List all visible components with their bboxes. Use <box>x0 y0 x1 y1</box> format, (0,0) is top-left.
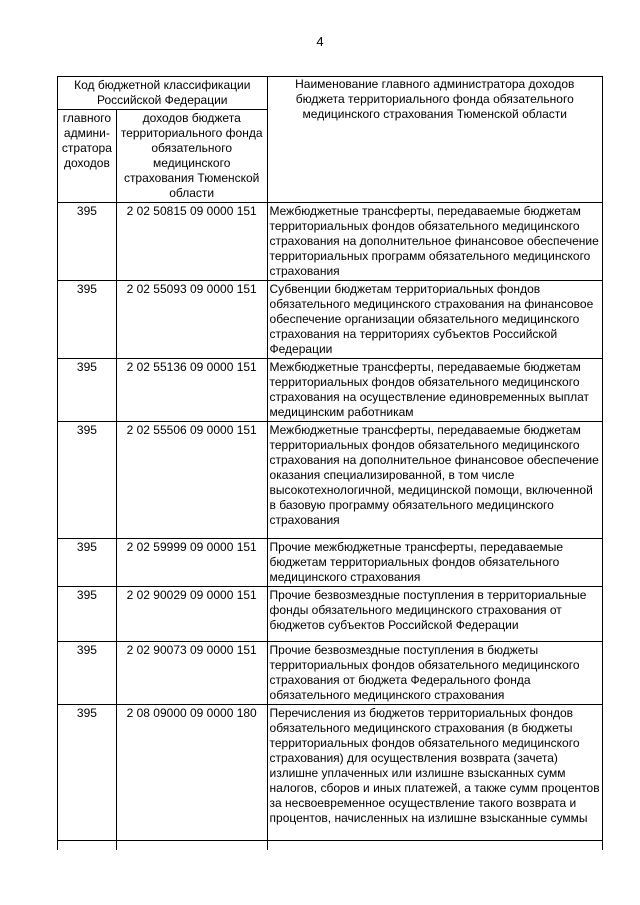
table-row <box>58 705 603 851</box>
income-name-cell: Межбюджетные трансферты, передаваемые бюджетам территориальных фондов обязательного медицинского страхования на дополнительное финансовое обеспечение территориальных программ обязательного медицинского страхования <box>267 203 602 281</box>
income-name-cell: Межбюджетные трансферты, передаваемые бюджетам территориальных фондов обязательного медицинского страхования на осуществление единовременных выплат медицинским работникам <box>267 359 602 422</box>
table-bottom-border <box>57 840 603 841</box>
income-code-cell: 2 02 55506 09 0000 151 <box>116 422 267 539</box>
income-code-cell: 2 02 50815 09 0000 151 <box>116 203 267 281</box>
income-code-cell: 2 02 90073 09 0000 151 <box>116 642 267 705</box>
admin-code-cell: 395 <box>58 587 117 642</box>
income-name-cell: Прочие безвозмездные поступления в территориальные фонды обязательного медицинского страхования от бюджетов субъектов Российской Федерации <box>267 587 602 642</box>
header-group-cell: Код бюджетной классификации Российской Федерации <box>58 77 268 110</box>
income-code-cell: 2 02 55093 09 0000 151 <box>116 281 267 359</box>
table-row <box>58 539 603 587</box>
income-code-cell: 2 02 59999 09 0000 151 <box>116 539 267 587</box>
admin-code-cell: 395 <box>58 422 117 539</box>
header-admin-cell: главного админи-стратора доходов <box>58 110 117 203</box>
income-name-cell: Субвенции бюджетам территориальных фондов обязательного медицинского страхования на финансовое обеспечение организации обязательного медицинского страхования на территориях субъектов Российской Федерации <box>267 281 602 359</box>
table-row <box>58 359 603 422</box>
income-code-cell: 2 08 09000 09 0000 180 <box>116 705 267 851</box>
header-income-cell: доходов бюджета территориального фонда обязательного медицинского страхования Тюменской области <box>116 110 267 203</box>
income-name-cell: Прочие безвозмездные поступления в бюджеты территориальных фондов обязательного медицинского страхования от бюджета Федерального фонда обязательного медицинского страхования <box>267 642 602 705</box>
budget-classification-table <box>57 76 603 850</box>
table-row <box>58 203 603 281</box>
income-code-cell: 2 02 55136 09 0000 151 <box>116 359 267 422</box>
admin-code-cell: 395 <box>58 642 117 705</box>
page-number: 4 <box>316 34 324 49</box>
header-name-cell: Наименование главного администратора доходов бюджета территориального фонда обязательного медицинского страхования Тюменской области <box>267 77 602 203</box>
admin-code-cell: 395 <box>58 705 117 851</box>
table-row <box>58 281 603 359</box>
income-name-cell: Прочие межбюджетные трансферты, передаваемые бюджетам территориальных фондов обязательного медицинского страхования <box>267 539 602 587</box>
table-row <box>58 587 603 642</box>
admin-code-cell: 395 <box>58 203 117 281</box>
admin-code-cell: 395 <box>58 539 117 587</box>
table-header-row-1 <box>58 77 603 110</box>
income-name-cell: Межбюджетные трансферты, передаваемые бюджетам территориальных фондов обязательного медицинского страхования на дополнительное финансовое обеспечение оказания специализированной, в том числе высокотехнологичной, медицинской помощи, включенной в базовую программу обязательного медицинского страхования <box>267 422 602 539</box>
admin-code-cell: 395 <box>58 281 117 359</box>
income-name-cell: Перечисления из бюджетов территориальных фондов обязательного медицинского страхования (в бюджеты территориальных фондов обязательного медицинского страхования) для осуществления возврата (зачета) излишне уплаченных или излишне взысканных сумм налогов, сборов и иных платежей, а также сумм процентов за несвоевременное осуществление такого возврата и процентов, начисленных на излишне взысканные суммы <box>267 705 602 851</box>
table-row <box>58 422 603 539</box>
table-row <box>58 642 603 705</box>
income-code-cell: 2 02 90029 09 0000 151 <box>116 587 267 642</box>
admin-code-cell: 395 <box>58 359 117 422</box>
